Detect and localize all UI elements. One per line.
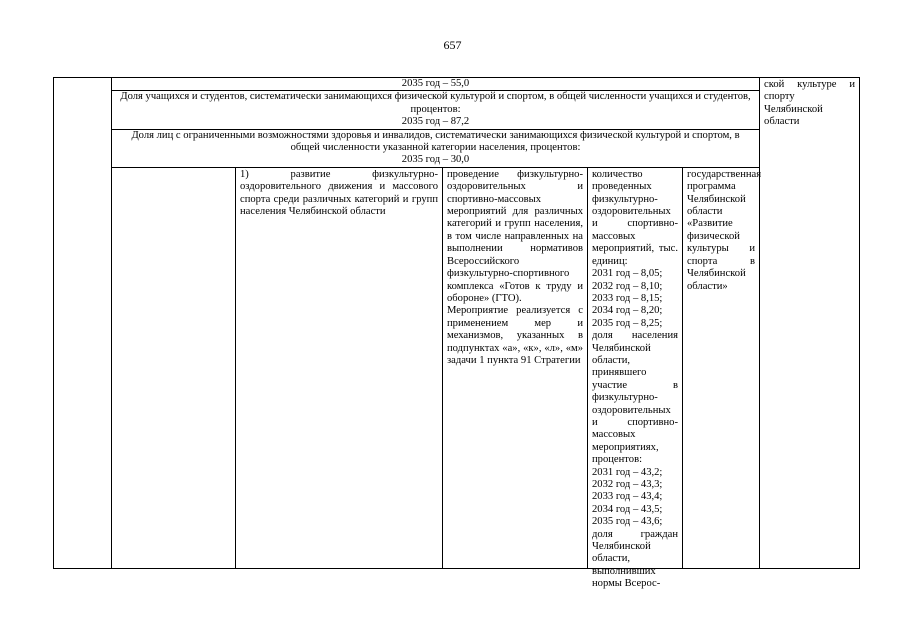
empty-left-cell [54, 78, 112, 569]
page-number: 657 [443, 38, 462, 52]
population-value: 2032 год – 43,3; [592, 479, 663, 490]
events-value: 2032 год – 8,10; [592, 280, 663, 292]
target-2035-b: 2035 год – 87,2 [401, 116, 470, 128]
population-value: 2035 год – 43,6; [592, 516, 663, 528]
program-cell [683, 167, 760, 568]
task-cell [236, 167, 443, 568]
header-row-2 [54, 91, 860, 129]
events-value: 2035 год – 8,25; [592, 317, 663, 329]
strategy-table [53, 77, 860, 590]
indicators-cell [588, 167, 683, 590]
target-2035-a: 2035 год – 55,0 [112, 78, 760, 91]
target-2035-c: 2035 год – 30,0 [401, 154, 470, 166]
responsible-tail-cell [760, 78, 860, 569]
program-text: государственная программа Челябинской области «Развитие физической культуры и спорта в Челябинской области» [687, 168, 762, 292]
header-row-1 [54, 78, 860, 91]
header-row-3 [54, 129, 860, 167]
gto-label: доля граждан Челябинской области, выполнивших нормы Всерос- [592, 528, 678, 590]
responsible-tail-text: ской культуре и спорту Челябинской области [764, 79, 856, 128]
events-value: 2031 год – 8,05; [592, 268, 663, 280]
measure-row [54, 167, 860, 568]
population-value: 2031 год – 43,2; [592, 466, 663, 478]
empty-left-cell-2 [112, 167, 236, 568]
events-value: 2034 год – 8,20; [592, 305, 663, 317]
population-value: 2034 год – 43,5; [592, 503, 663, 515]
measure-text-2: Мероприятие реализуется с применением мер и механизмов, указанных в подпунктах «а», «к», «л», «м» задачи 1 пункта 91 Стратегии [447, 305, 583, 366]
indicator-students: Доля учащихся и студентов, систематически занимающихся физической культурой и спортом, в общей численности учащихся и студентов, процентов: [120, 91, 751, 115]
population-label: доля населения Челябинской области, принявшего участие в физкультурно-оздоровительных и спортивно-массовых мероприятиях, процентов: [592, 330, 678, 466]
task-text: 1) развитие физкультурно-оздоровительного движения и массового спорта среди различных категорий и групп населения Челябинской области [240, 168, 438, 218]
events-label: количество проведенных физкультурно-оздоровительных и спортивно-массовых мероприятий, тыс. единиц: [592, 168, 678, 267]
population-value: 2033 год – 43,4; [592, 491, 663, 503]
measure-text-1: проведение физкультурно-оздоровительных и спортивно-массовых мероприятий для различных категорий и групп населения, в том числе направленных на выполнении нормативов Всероссийского физкультурно-спортивного комплекса «Готов к труду и обороне» (ГТО). [447, 168, 583, 304]
indicator-students-cell [112, 91, 760, 129]
measures-cell [443, 167, 588, 568]
indicator-disabled-cell [112, 129, 760, 167]
events-value: 2033 год – 8,15; [592, 292, 663, 304]
indicator-disabled: Доля лиц с ограниченными возможностями здоровья и инвалидов, систематически занимающихся физической культурой и спортом, в общей численности указанной категории населения, процентов: [131, 129, 740, 154]
